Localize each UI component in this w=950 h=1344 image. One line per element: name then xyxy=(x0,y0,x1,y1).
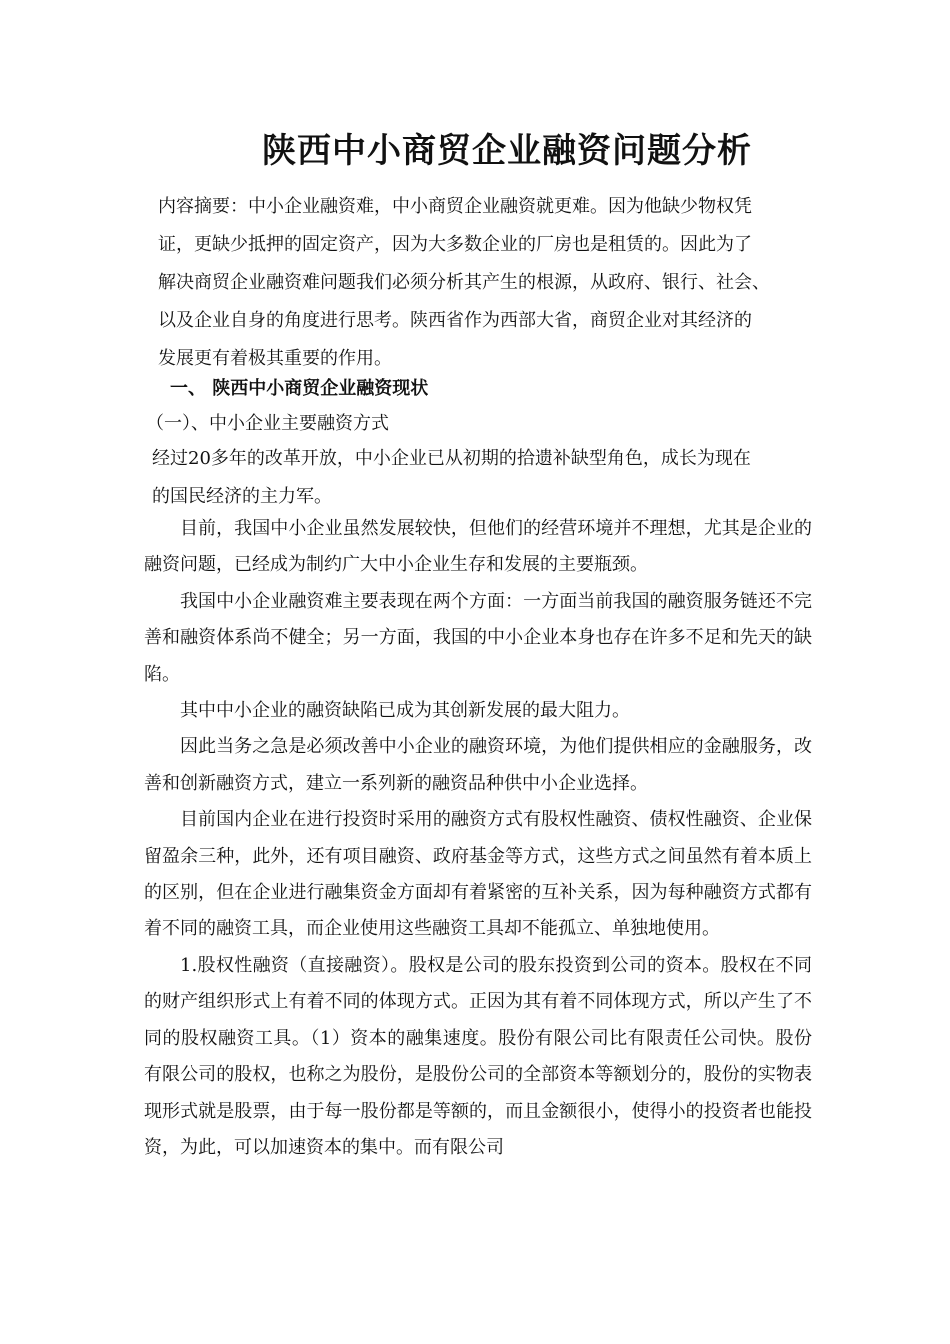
body-paragraph: 其中中小企业的融资缺陷已成为其创新发展的最大阻力。 xyxy=(180,700,630,722)
abstract-line: 解决商贸企业融资难问题我们必须分析其产生的根源，从政府、银行、社会、 xyxy=(158,272,770,293)
document-title: 陕西中小商贸企业融资问题分析 xyxy=(262,131,752,171)
abstract-line: 发展更有着极其重要的作用。 xyxy=(158,348,392,369)
intro-line: 经过20多年的改革开放，中小企业已从初期的拾遗补缺型角色，成长为现在 xyxy=(152,448,751,469)
intro-line: 的国民经济的主力军。 xyxy=(152,486,332,507)
body-paragraph: 目前，我国中小企业虽然发展较快，但他们的经营环境并不理想，尤其是企业的融资问题，已经成为制约广大中小企业生存和发展的主要瓶颈。 xyxy=(144,518,812,576)
body-text xyxy=(144,511,812,1166)
abstract xyxy=(158,188,818,378)
abstract-line: 以及企业自身的角度进行思考。陕西省作为西部大省，商贸企业对其经济的 xyxy=(158,310,752,331)
body-paragraph: 1.股权性融资（直接融资）。股权是公司的股东投资到公司的资本。股权在不同的财产组织形式上有着不同的体现方式。正因为其有着不同体现方式，所以产生了不同的股权融资工具。（1）资本的融集速度。股份有限公司比有限责任公司快。股份有限公司的股权，也称之为股份，是股份公司的全部资本等额划分的，股份的实物表现形式就是股票，由于每一股份都是等额的，而且金额很小，使得小的投资者也能投资，为此，可以加速资本的集中。而有限公司 xyxy=(144,954,812,1158)
body-paragraph: 因此当务之急是必须改善中小企业的融资环境，为他们提供相应的金融服务，改善和创新融资方式，建立一系列新的融资品种供中小企业选择。 xyxy=(144,736,812,794)
body-paragraph: 目前国内企业在进行投资时采用的融资方式有股权性融资、债权性融资、企业保留盈余三种，此外，还有项目融资、政府基金等方式，这些方式之间虽然有着本质上的区别，但在企业进行融集资金方面却有着紧密的互补关系，因为每种融资方式都有着不同的融资工具，而企业使用这些融资工具却不能孤立、单独地使用。 xyxy=(144,809,812,940)
section-heading: 一、 陕西中小商贸企业融资现状 xyxy=(170,378,429,399)
abstract-line: 内容摘要：中小企业融资难，中小商贸企业融资就更难。因为他缺少物权凭 xyxy=(158,196,752,217)
body-paragraph: 我国中小企业融资难主要表现在两个方面：一方面当前我国的融资服务链还不完善和融资体系尚不健全；另一方面，我国的中小企业本身也存在许多不足和先天的缺陷。 xyxy=(144,590,812,685)
intro-paragraph xyxy=(152,440,832,516)
abstract-line: 证，更缺少抵押的固定资产，因为大多数企业的厂房也是租赁的。因此为了 xyxy=(158,234,752,255)
subsection-heading: （一）、中小企业主要融资方式 xyxy=(146,413,389,434)
